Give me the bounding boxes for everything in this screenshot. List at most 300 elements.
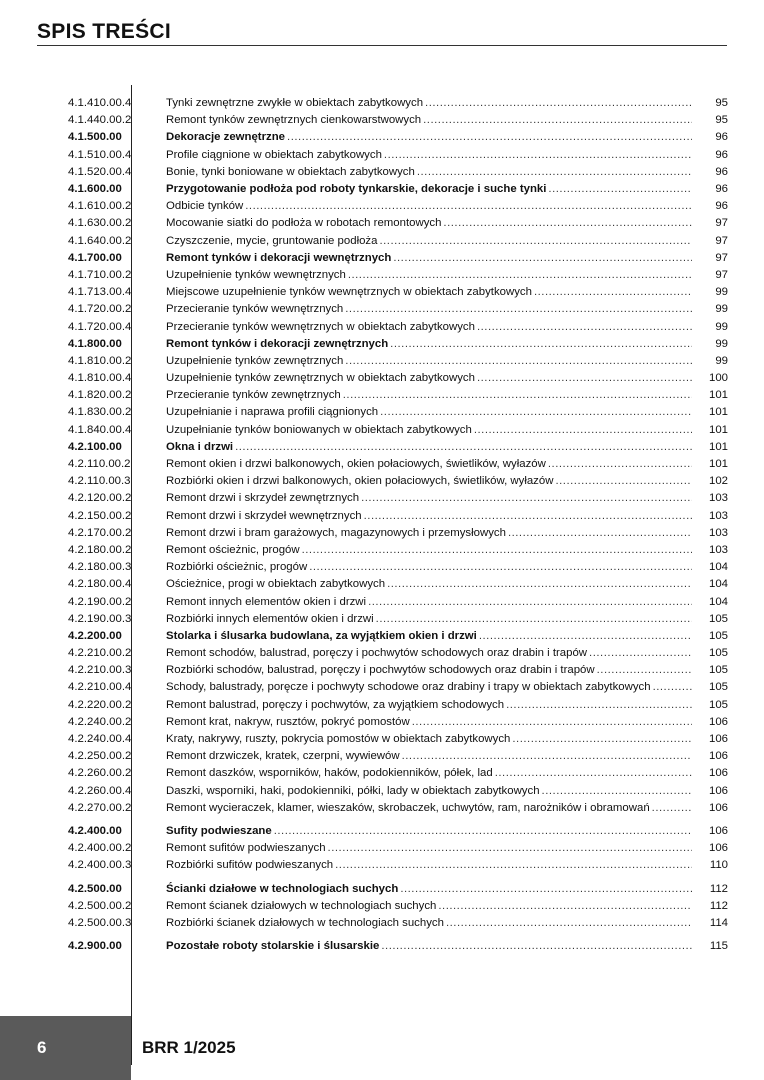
dot-leader xyxy=(390,336,692,353)
toc-entry-code: 4.2.210.00.3 xyxy=(68,664,132,677)
toc-entry xyxy=(68,318,728,335)
dot-leader xyxy=(589,645,692,662)
toc-entry-code: 4.2.190.00.2 xyxy=(68,595,132,608)
dot-leader xyxy=(474,422,692,439)
toc-entry-page: 106 xyxy=(708,733,728,746)
toc-entry xyxy=(68,404,728,421)
dot-leader xyxy=(364,508,692,525)
toc-entry-code: 4.2.210.00.2 xyxy=(68,647,132,660)
toc-entry-title-wrap xyxy=(166,490,692,507)
toc-entry-title-wrap xyxy=(166,783,692,800)
toc-entry-title-wrap xyxy=(166,164,692,181)
toc-entry xyxy=(68,456,728,473)
toc-entry xyxy=(68,112,728,129)
dot-leader xyxy=(343,387,692,404)
toc-entry-title: Remont ościeżnic, progów xyxy=(166,543,300,556)
toc-entry-code: 4.1.610.00.2 xyxy=(68,200,132,213)
dot-leader xyxy=(423,112,692,129)
toc-entry-code: 4.2.400.00 xyxy=(68,824,122,837)
toc-entry-code: 4.1.440.00.2 xyxy=(68,114,132,127)
toc-entry xyxy=(68,645,728,662)
dot-leader xyxy=(542,783,692,800)
toc-entry-title-wrap xyxy=(166,611,692,628)
toc-entry-page: 101 xyxy=(708,406,728,419)
dot-leader xyxy=(348,267,692,284)
toc-entry xyxy=(68,353,728,370)
toc-entry-code: 4.1.700.00 xyxy=(68,251,122,264)
toc-entry-title: Remont drzwi i bram garażowych, magazynowych i przemysłowych xyxy=(166,526,506,539)
toc-entry xyxy=(68,542,728,559)
toc-entry-title: Profile ciągnione w obiektach zabytkowych xyxy=(166,148,382,161)
toc-entry-code: 4.2.220.00.2 xyxy=(68,698,132,711)
toc-entry xyxy=(68,508,728,525)
toc-entry-code: 4.2.170.00.2 xyxy=(68,526,132,539)
toc-entry-title: Daszki, wsporniki, haki, podokienniki, półki, lady w obiektach zabytkowych xyxy=(166,784,540,797)
toc-entry-code: 4.2.240.00.4 xyxy=(68,733,132,746)
toc-entry-page: 106 xyxy=(708,842,728,855)
toc-entry-title-wrap xyxy=(166,215,692,232)
toc-entry-title-wrap xyxy=(166,95,692,112)
toc-entry xyxy=(68,662,728,679)
toc-entry-page: 102 xyxy=(708,475,728,488)
toc-entry-code: 4.1.840.00.4 xyxy=(68,423,132,436)
toc-entry-page: 106 xyxy=(708,750,728,763)
toc-entry-title-wrap xyxy=(166,679,692,696)
toc-entry-code: 4.2.190.00.3 xyxy=(68,612,132,625)
toc-entry-title-wrap xyxy=(166,898,692,915)
toc-entry-title: Uzupełnienie tynków zewnętrznych w obiektach zabytkowych xyxy=(166,372,475,385)
dot-leader xyxy=(508,525,692,542)
toc-entry-title: Remont wycieraczek, klamer, wieszaków, skrobaczek, uchwytów, ram, narożników i obramowań xyxy=(166,801,650,814)
toc-entry-page: 105 xyxy=(708,664,728,677)
toc-entry-code: 4.2.240.00.2 xyxy=(68,715,132,728)
dot-leader xyxy=(548,181,692,198)
toc-entry-title-wrap xyxy=(166,508,692,525)
toc-entry-page: 97 xyxy=(715,251,728,264)
toc-entry-page: 95 xyxy=(715,97,728,110)
dot-leader xyxy=(425,95,692,112)
toc-entry xyxy=(68,129,728,146)
page-title: SPIS TREŚCI xyxy=(37,20,171,43)
toc-entry-title-wrap xyxy=(166,404,692,421)
toc-entry-title: Schody, balustrady, poręcze i pochwyty schodowe oraz drabiny i trapy w obiektach zabytkowych xyxy=(166,681,651,694)
dot-leader xyxy=(345,353,692,370)
toc-entry-title: Uzupełnienie tynków wewnętrznych xyxy=(166,268,346,281)
dot-leader xyxy=(412,714,692,731)
toc-entry-code: 4.2.180.00.3 xyxy=(68,561,132,574)
toc-entry-code: 4.1.810.00.4 xyxy=(68,372,132,385)
toc-entry xyxy=(68,215,728,232)
dot-leader xyxy=(379,233,692,250)
dot-leader xyxy=(548,456,692,473)
dot-leader xyxy=(381,938,692,955)
toc-entry-page: 106 xyxy=(708,801,728,814)
toc-entry-code: 4.2.900.00 xyxy=(68,940,122,953)
toc-entry-title-wrap xyxy=(166,594,692,611)
toc-entry xyxy=(68,800,728,817)
toc-entry-title-wrap xyxy=(166,662,692,679)
dot-leader xyxy=(477,319,692,336)
toc-entry xyxy=(68,783,728,800)
dot-leader xyxy=(555,473,692,490)
toc-entry-page: 103 xyxy=(708,543,728,556)
toc-entry-title-wrap xyxy=(166,697,692,714)
toc-entry-title: Ościeżnice, progi w obiektach zabytkowych xyxy=(166,578,386,591)
toc-entry xyxy=(68,525,728,542)
toc-entry-page: 115 xyxy=(709,940,728,953)
toc-entry-title-wrap xyxy=(166,748,692,765)
toc-entry-title: Przygotowanie podłoża pod roboty tynkarskie, dekoracje i suche tynki xyxy=(166,183,547,196)
toc-entry-page: 114 xyxy=(709,916,728,929)
dot-leader xyxy=(417,164,692,181)
dot-leader xyxy=(512,731,692,748)
toc-entry-title: Rozbiórki ościeżnic, progów xyxy=(166,561,308,574)
toc-entry-page: 96 xyxy=(715,200,728,213)
toc-entry-title: Dekoracje zewnętrzne xyxy=(166,131,286,144)
toc-entry-page: 99 xyxy=(715,320,728,333)
toc-entry-title: Rozbiórki ścianek działowych w technologiach suchych xyxy=(166,916,444,929)
toc-entry-title-wrap xyxy=(166,370,692,387)
toc-entry xyxy=(68,714,728,731)
toc-entry xyxy=(68,95,728,112)
toc-entry-page: 96 xyxy=(715,131,728,144)
toc-entry-title-wrap xyxy=(166,250,692,267)
toc-entry-code: 4.1.820.00.2 xyxy=(68,389,132,402)
toc-entry-title: Remont balustrad, poręczy i pochwytów, za wyjątkiem schodowych xyxy=(166,698,505,711)
toc-entry-title: Rozbiórki innych elementów okien i drzwi xyxy=(166,612,374,625)
toc-entry-title: Uzupełnienie tynków zewnętrznych xyxy=(166,354,344,367)
toc-entry-title: Remont okien i drzwi balkonowych, okien połaciowych, świetlików, wyłazów xyxy=(166,458,546,471)
toc-entry-title: Remont tynków i dekoracji wewnętrznych xyxy=(166,251,392,264)
toc-entry-title-wrap xyxy=(166,267,692,284)
toc-entry-page: 101 xyxy=(708,423,728,436)
toc-entry-page: 97 xyxy=(715,234,728,247)
dot-leader xyxy=(235,439,692,456)
toc-entry-title: Bonie, tynki boniowane w obiektach zabytkowych xyxy=(166,165,415,178)
toc-entry-code: 4.2.250.00.2 xyxy=(68,750,132,763)
toc-entry-page: 99 xyxy=(715,337,728,350)
toc-entry xyxy=(68,679,728,696)
dot-leader xyxy=(479,628,692,645)
toc-entry xyxy=(68,336,728,353)
toc-entry-title: Uzupełnianie i naprawa profili ciągnionych xyxy=(166,406,379,419)
toc-entry-title: Sufity podwieszane xyxy=(166,824,272,837)
toc-entry xyxy=(68,559,728,576)
toc-entry-page: 97 xyxy=(715,217,728,230)
toc-entry-page: 112 xyxy=(709,899,728,912)
toc-entry xyxy=(68,697,728,714)
toc-entry-code: 4.2.180.00.4 xyxy=(68,578,132,591)
toc-entry-title-wrap xyxy=(166,765,692,782)
toc-entry-code: 4.1.800.00 xyxy=(68,337,122,350)
toc-entry-title: Ścianki działowe w technologiach suchych xyxy=(166,882,399,895)
toc-entry-code: 4.1.600.00 xyxy=(68,183,122,196)
dot-leader xyxy=(387,576,692,593)
toc-entry-code: 4.1.520.00.4 xyxy=(68,165,132,178)
toc-entry-title-wrap xyxy=(166,473,692,490)
toc-entry-page: 104 xyxy=(708,561,728,574)
toc-entry-page: 99 xyxy=(715,286,728,299)
toc-entry-title: Remont drzwi i skrzydeł wewnętrznych xyxy=(166,509,362,522)
toc-entry xyxy=(68,915,728,932)
toc-entry-code: 4.2.500.00.2 xyxy=(68,899,132,912)
toc-entry-title-wrap xyxy=(166,731,692,748)
toc-entry-code: 4.2.500.00.3 xyxy=(68,916,132,929)
dot-leader xyxy=(477,370,692,387)
toc-entry-code: 4.1.510.00.4 xyxy=(68,148,132,161)
dot-leader xyxy=(652,800,692,817)
toc-entry-title: Remont innych elementów okien i drzwi xyxy=(166,595,367,608)
toc-entry xyxy=(68,181,728,198)
toc-entry-page: 106 xyxy=(708,784,728,797)
toc-entry xyxy=(68,490,728,507)
dot-leader xyxy=(345,301,692,318)
toc-entry-page: 110 xyxy=(709,859,728,872)
toc-entry-code: 4.1.640.00.2 xyxy=(68,234,132,247)
table-of-contents xyxy=(68,95,728,955)
toc-entry-code: 4.2.270.00.2 xyxy=(68,801,132,814)
toc-entry-page: 105 xyxy=(708,612,728,625)
toc-entry-title-wrap xyxy=(166,284,692,301)
toc-entry-title-wrap xyxy=(166,628,692,645)
toc-entry xyxy=(68,593,728,610)
toc-entry-code: 4.1.630.00.2 xyxy=(68,217,132,230)
toc-entry-title: Czyszczenie, mycie, gruntowanie podłoża xyxy=(166,234,378,247)
toc-entry-title-wrap xyxy=(166,112,692,129)
toc-entry-page: 103 xyxy=(708,492,728,505)
dot-leader xyxy=(402,748,692,765)
toc-entry-page: 96 xyxy=(715,148,728,161)
header-divider xyxy=(37,45,727,46)
toc-entry-title: Miejscowe uzupełnienie tynków wewnętrznych w obiektach zabytkowych xyxy=(166,286,532,299)
dot-leader xyxy=(443,215,692,232)
toc-entry-title: Mocowanie siatki do podłoża w robotach remontowych xyxy=(166,217,442,230)
toc-entry-page: 96 xyxy=(715,165,728,178)
toc-entry-title: Przecieranie tynków wewnętrznych w obiektach zabytkowych xyxy=(166,320,475,333)
toc-entry-code: 4.2.180.00.2 xyxy=(68,543,132,556)
toc-entry-title: Pozostałe roboty stolarskie i ślusarskie xyxy=(166,940,380,953)
toc-entry-title: Remont drzwi i skrzydeł zewnętrznych xyxy=(166,492,360,505)
toc-entry-page: 99 xyxy=(715,354,728,367)
toc-entry-title-wrap xyxy=(166,576,692,593)
toc-entry xyxy=(68,387,728,404)
toc-entry xyxy=(68,439,728,456)
dot-leader xyxy=(393,250,692,267)
toc-entry xyxy=(68,611,728,628)
dot-leader xyxy=(328,840,692,857)
toc-entry-title: Kraty, nakrywy, ruszty, pokrycia pomostów w obiektach zabytkowych xyxy=(166,733,511,746)
toc-entry-title: Rozbiórki schodów, balustrad, poręczy i pochwytów schodowych oraz drabin i trapów xyxy=(166,664,595,677)
toc-entry-code: 4.1.410.00.4 xyxy=(68,97,132,110)
toc-entry-title-wrap xyxy=(166,938,692,955)
footer-page-number: 6 xyxy=(37,1038,47,1057)
toc-entry-page: 106 xyxy=(708,715,728,728)
toc-entry-title-wrap xyxy=(166,129,692,146)
dot-leader xyxy=(274,823,692,840)
dot-leader xyxy=(597,662,692,679)
dot-leader xyxy=(534,284,692,301)
toc-entry-page: 106 xyxy=(708,767,728,780)
toc-entry-title-wrap xyxy=(166,823,692,840)
toc-entry-page: 101 xyxy=(708,440,728,453)
toc-entry-code: 4.2.200.00 xyxy=(68,629,122,642)
toc-entry-title: Rozbiórki okien i drzwi balkonowych, okien połaciowych, świetlików, wyłazów xyxy=(166,475,554,488)
toc-entry xyxy=(68,731,728,748)
toc-entry xyxy=(68,233,728,250)
toc-entry-title-wrap xyxy=(166,387,692,404)
toc-entry-title-wrap xyxy=(166,456,692,473)
toc-entry-title-wrap xyxy=(166,319,692,336)
dot-leader xyxy=(653,679,692,696)
toc-entry-page: 103 xyxy=(708,509,728,522)
toc-entry-title: Remont daszków, wsporników, haków, podokienników, półek, lad xyxy=(166,767,493,780)
toc-entry-title-wrap xyxy=(166,147,692,164)
toc-entry-title-wrap xyxy=(166,233,692,250)
toc-entry-title: Okna i drzwi xyxy=(166,440,234,453)
toc-entry-title: Odbicie tynków xyxy=(166,200,244,213)
toc-entry-title: Remont krat, nakryw, rusztów, pokryć pomostów xyxy=(166,715,410,728)
dot-leader xyxy=(368,594,692,611)
dot-leader xyxy=(335,857,692,874)
toc-entry-title-wrap xyxy=(166,800,692,817)
toc-entry xyxy=(68,823,728,840)
toc-entry-title-wrap xyxy=(166,542,692,559)
toc-entry-title: Przecieranie tynków wewnętrznych xyxy=(166,303,344,316)
toc-entry-code: 4.1.713.00.4 xyxy=(68,286,132,299)
toc-entry-code: 4.1.810.00.2 xyxy=(68,354,132,367)
toc-entry-title: Remont drzwiczek, kratek, czerpni, wywiewów xyxy=(166,750,400,763)
toc-entry-title-wrap xyxy=(166,301,692,318)
toc-entry xyxy=(68,370,728,387)
toc-entry-code: 4.1.830.00.2 xyxy=(68,406,132,419)
toc-entry-page: 101 xyxy=(708,458,728,471)
toc-entry-page: 103 xyxy=(708,526,728,539)
toc-entry-code: 4.2.400.00.2 xyxy=(68,842,132,855)
toc-entry xyxy=(68,422,728,439)
toc-entry-page: 112 xyxy=(709,882,728,895)
toc-entry-page: 105 xyxy=(708,647,728,660)
toc-entry-page: 104 xyxy=(708,578,728,591)
toc-entry-code: 4.2.400.00.3 xyxy=(68,859,132,872)
toc-entry-title: Remont ścianek działowych w technologiach suchych xyxy=(166,899,437,912)
toc-entry-title-wrap xyxy=(166,645,692,662)
toc-entry-title-wrap xyxy=(166,422,692,439)
toc-entry-code: 4.2.120.00.2 xyxy=(68,492,132,505)
toc-entry xyxy=(68,628,728,645)
dot-leader xyxy=(400,881,692,898)
dot-leader xyxy=(446,915,692,932)
toc-entry-code: 4.1.710.00.2 xyxy=(68,268,132,281)
dot-leader xyxy=(361,490,692,507)
toc-entry-title: Przecieranie tynków zewnętrznych xyxy=(166,389,341,402)
toc-entry-page: 99 xyxy=(715,303,728,316)
dot-leader xyxy=(438,898,692,915)
toc-entry-page: 97 xyxy=(715,268,728,281)
toc-entry xyxy=(68,840,728,857)
toc-entry-page: 101 xyxy=(708,389,728,402)
toc-entry-title: Remont schodów, balustrad, poręczy i pochwytów schodowych oraz drabin i trapów xyxy=(166,647,588,660)
toc-entry xyxy=(68,857,728,874)
toc-entry-code: 4.2.500.00 xyxy=(68,882,122,895)
toc-entry xyxy=(68,198,728,215)
toc-entry-page: 105 xyxy=(708,681,728,694)
dot-leader xyxy=(384,147,692,164)
dot-leader xyxy=(302,542,692,559)
toc-entry-code: 4.2.260.00.4 xyxy=(68,784,132,797)
toc-entry-title-wrap xyxy=(166,915,692,932)
toc-entry-code: 4.2.100.00 xyxy=(68,440,122,453)
toc-entry-title-wrap xyxy=(166,714,692,731)
toc-entry xyxy=(68,765,728,782)
toc-entry-page: 105 xyxy=(708,629,728,642)
toc-entry xyxy=(68,267,728,284)
dot-leader xyxy=(287,129,692,146)
toc-entry-code: 4.1.720.00.2 xyxy=(68,303,132,316)
toc-entry-page: 96 xyxy=(715,183,728,196)
toc-entry-title-wrap xyxy=(166,525,692,542)
toc-entry-title-wrap xyxy=(166,857,692,874)
toc-entry xyxy=(68,880,728,897)
toc-entry xyxy=(68,938,728,955)
toc-entry-code: 4.2.260.00.2 xyxy=(68,767,132,780)
toc-entry-code: 4.2.210.00.4 xyxy=(68,681,132,694)
toc-entry-title-wrap xyxy=(166,336,692,353)
dot-leader xyxy=(506,697,692,714)
dot-leader xyxy=(376,611,692,628)
toc-entry-code: 4.2.110.00.3 xyxy=(68,475,131,488)
dot-leader xyxy=(380,404,692,421)
toc-entry-page: 106 xyxy=(708,824,728,837)
footer-page-box xyxy=(0,1016,131,1080)
toc-entry xyxy=(68,576,728,593)
toc-entry-title-wrap xyxy=(166,353,692,370)
toc-entry-code: 4.2.150.00.2 xyxy=(68,509,132,522)
toc-entry xyxy=(68,898,728,915)
toc-entry xyxy=(68,748,728,765)
toc-entry-page: 95 xyxy=(715,114,728,127)
toc-entry xyxy=(68,301,728,318)
toc-entry-title: Tynki zewnętrzne zwykłe w obiektach zabytkowych xyxy=(166,97,424,110)
toc-entry xyxy=(68,284,728,301)
toc-entry-code: 4.1.500.00 xyxy=(68,131,122,144)
toc-entry-code: 4.1.720.00.4 xyxy=(68,320,132,333)
toc-entry-title: Rozbiórki sufitów podwieszanych xyxy=(166,859,334,872)
toc-entry-title-wrap xyxy=(166,881,692,898)
toc-entry-title: Remont sufitów podwieszanych xyxy=(166,842,326,855)
toc-entry-title-wrap xyxy=(166,198,692,215)
toc-entry-title: Remont tynków i dekoracji zewnętrznych xyxy=(166,337,389,350)
toc-entry xyxy=(68,250,728,267)
toc-entry xyxy=(68,473,728,490)
toc-entry-title: Uzupełnianie tynków boniowanych w obiektach zabytkowych xyxy=(166,423,472,436)
toc-entry-title: Remont tynków zewnętrznych cienkowarstwowych xyxy=(166,114,422,127)
dot-leader xyxy=(245,198,692,215)
footer-publication: BRR 1/2025 xyxy=(142,1038,236,1057)
toc-entry-title-wrap xyxy=(166,840,692,857)
toc-entry-title-wrap xyxy=(166,181,692,198)
toc-entry-title-wrap xyxy=(166,439,692,456)
toc-entry xyxy=(68,147,728,164)
toc-entry-page: 100 xyxy=(708,372,728,385)
dot-leader xyxy=(495,765,692,782)
toc-entry-page: 105 xyxy=(708,698,728,711)
toc-entry xyxy=(68,164,728,181)
toc-entry-title: Stolarka i ślusarka budowlana, za wyjątkiem okien i drzwi xyxy=(166,629,477,642)
dot-leader xyxy=(309,559,692,576)
toc-entry-page: 104 xyxy=(708,595,728,608)
toc-entry-code: 4.2.110.00.2 xyxy=(68,458,131,471)
toc-entry-title-wrap xyxy=(166,559,692,576)
